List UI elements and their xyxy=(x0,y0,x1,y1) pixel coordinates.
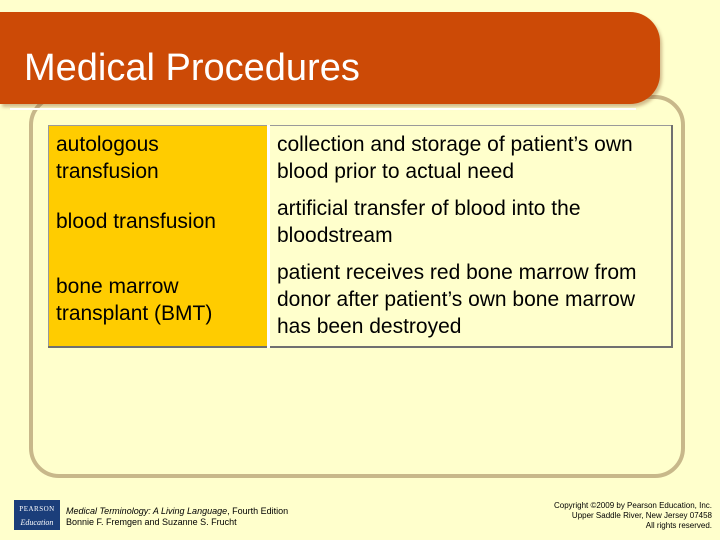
book-citation xyxy=(66,506,288,528)
pearson-logo xyxy=(14,500,60,530)
title-underline xyxy=(10,108,636,110)
logo-line-1: PEARSON xyxy=(19,505,55,513)
copyright-notice xyxy=(492,501,712,531)
definition-cell: collection and storage of patient’s own blood prior to actual need xyxy=(269,126,673,190)
table-row xyxy=(49,254,673,347)
term-cell: autologous transfusion xyxy=(49,126,269,190)
copyright-line-2: Upper Saddle River, New Jersey 07458 xyxy=(571,511,712,520)
copyright-line-1: Copyright ©2009 by Pearson Education, Inc. xyxy=(554,501,712,510)
definition-cell: artificial transfer of blood into the bloodstream xyxy=(269,190,673,254)
copyright-line-3: All rights reserved. xyxy=(645,521,712,530)
logo-line-2: Education xyxy=(20,518,54,527)
book-authors: Bonnie F. Fremgen and Suzanne S. Frucht xyxy=(66,517,237,527)
title-bar xyxy=(0,12,660,104)
table-row xyxy=(49,190,673,254)
definition-cell: patient receives red bone marrow from donor after patient’s own bone marrow has been destroyed xyxy=(269,254,673,347)
book-title: Medical Terminology: A Living Language xyxy=(66,506,228,516)
book-title-line xyxy=(66,506,288,517)
book-edition: , Fourth Edition xyxy=(227,506,289,516)
page-title: Medical Procedures xyxy=(24,47,360,89)
terms-table xyxy=(48,125,673,348)
term-cell: blood transfusion xyxy=(49,190,269,254)
table-row xyxy=(49,126,673,190)
term-cell: bone marrow transplant (BMT) xyxy=(49,254,269,347)
